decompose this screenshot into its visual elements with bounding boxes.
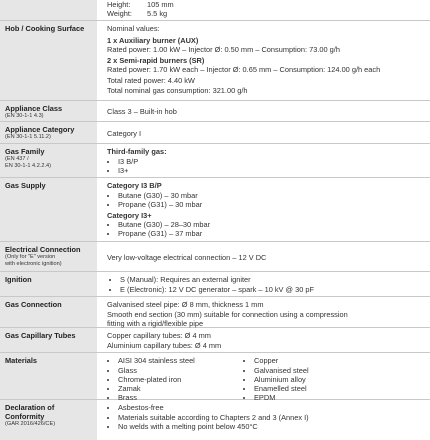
label-cell bbox=[0, 272, 97, 296]
gas-family-title: Third-family gas: bbox=[107, 147, 167, 157]
row-title: Appliance Class bbox=[5, 104, 63, 114]
label-cell bbox=[0, 21, 97, 100]
text-line: Copper capillary tubes: Ø 4 mm bbox=[107, 331, 211, 341]
list-item: • Materials suitable according to Chapters 2 and 3 (Annex I) bbox=[118, 413, 424, 422]
list-item: • Butane (G30) – 30 mbar bbox=[118, 191, 424, 200]
conformity-list bbox=[107, 403, 424, 431]
label-cell bbox=[0, 0, 97, 20]
row-title: Gas Supply bbox=[5, 181, 46, 191]
row-gas-supply bbox=[0, 178, 430, 242]
list-item: • I3+ bbox=[118, 166, 424, 175]
list-item: • S (Manual): Requires an external igniter bbox=[120, 275, 424, 284]
gas-family-list bbox=[107, 157, 424, 175]
sr-burner-specs: Rated power: 1.70 kW each – Injector Ø: 0.65 mm – Consumption: 124.00 g/h each bbox=[107, 65, 381, 75]
list-item: • Galvanised steel bbox=[254, 366, 379, 375]
appliance-category-value: Category I bbox=[107, 128, 142, 138]
row-subtitle: (EN 30-1-1 4.3) bbox=[5, 113, 44, 120]
list-item: • Enamelled steel bbox=[254, 384, 379, 393]
label-cell bbox=[0, 297, 97, 327]
value-cell bbox=[97, 178, 430, 241]
row-title: Declaration of Conformity bbox=[5, 403, 55, 422]
list-item: • EPDM bbox=[254, 393, 379, 402]
ignition-list bbox=[107, 275, 424, 293]
aux-burner-specs: Rated power: 1.00 kW – Injector Ø: 0.50 mm – Consumption: 73.00 g/h bbox=[107, 44, 340, 54]
label-cell bbox=[0, 178, 97, 241]
dimension-key: Weight: bbox=[107, 9, 132, 19]
value-cell bbox=[97, 21, 430, 100]
row-title: Hob / Cooking Surface bbox=[5, 24, 85, 34]
label-cell bbox=[0, 101, 97, 121]
row-title: Materials bbox=[5, 356, 38, 366]
list-item: • Chrome-plated iron bbox=[118, 375, 243, 384]
materials-list-right bbox=[243, 356, 379, 403]
aux-burner-title: 1 x Auxiliary burner (AUX) bbox=[107, 35, 199, 45]
row-title: Appliance Category bbox=[5, 125, 75, 135]
row-title: Ignition bbox=[5, 275, 32, 285]
text-line: Smooth end section (30 mm) suitable for connection using a compression bbox=[107, 309, 348, 319]
list-item: • Copper bbox=[254, 356, 379, 365]
row-appliance-category bbox=[0, 122, 430, 144]
value-cell bbox=[97, 122, 430, 143]
value-cell bbox=[97, 353, 430, 403]
sr-burner-title: 2 x Semi-rapid burners (SR) bbox=[107, 56, 205, 66]
list-item: • AISI 304 stainless steel bbox=[118, 356, 243, 365]
row-electrical-connection bbox=[0, 242, 430, 272]
value-cell bbox=[97, 328, 430, 352]
text-line: fitting with a rigid/flexible pipe bbox=[107, 318, 204, 328]
category-list bbox=[107, 220, 424, 238]
row-declaration bbox=[0, 400, 430, 440]
category-title: Category I3+ bbox=[107, 211, 152, 221]
list-item: • Zamak bbox=[118, 384, 243, 393]
label-cell bbox=[0, 144, 97, 177]
label-cell bbox=[0, 353, 97, 399]
row-subtitle: with electronic ignition) bbox=[5, 261, 62, 268]
category-title: Category I3 B/P bbox=[107, 181, 162, 191]
list-item: • I3 B/P bbox=[118, 157, 424, 166]
list-item: • Butane (G30) – 28–30 mbar bbox=[118, 220, 424, 229]
list-item: • No welds with a melting point below 450°C bbox=[118, 422, 424, 431]
text-line: Galvanised steel pipe: Ø 8 mm, thickness 1 mm bbox=[107, 300, 264, 310]
row-capillary-tubes bbox=[0, 328, 430, 353]
category-list bbox=[107, 191, 424, 209]
list-item: • Propane (G31) – 37 mbar bbox=[118, 229, 424, 238]
row-appliance-class bbox=[0, 101, 430, 122]
value-cell bbox=[97, 400, 430, 440]
value-cell bbox=[97, 272, 430, 296]
label-cell bbox=[0, 400, 97, 440]
row-subtitle: (Only for "E" version bbox=[5, 254, 56, 261]
dimension-weight bbox=[107, 9, 424, 18]
label-cell bbox=[0, 242, 97, 271]
row-gas-family bbox=[0, 144, 430, 178]
row-subtitle: EN 30-1-1 4.2.2.4) bbox=[5, 163, 52, 170]
list-item: • Brass bbox=[118, 393, 243, 402]
dimension-height bbox=[107, 0, 424, 9]
appliance-class-value: Class 3 – Built-in hob bbox=[107, 107, 177, 117]
value-cell bbox=[97, 297, 430, 327]
value-cell bbox=[97, 144, 430, 177]
materials-list-left bbox=[107, 356, 243, 403]
dimension-key: Height: bbox=[107, 0, 131, 9]
row-title: Gas Connection bbox=[5, 300, 62, 310]
row-subtitle: (EN 30-1-1 5.11.2) bbox=[5, 134, 51, 141]
list-item: • Aluminium alloy bbox=[254, 375, 379, 384]
row-title: Gas Family bbox=[5, 147, 45, 157]
row-gas-connection bbox=[0, 297, 430, 328]
list-item: • Propane (G31) – 30 mbar bbox=[118, 200, 424, 209]
text-line: Aluminium capillary tubes: Ø 4 mm bbox=[107, 340, 222, 350]
row-materials bbox=[0, 353, 430, 403]
electrical-value: Very low-voltage electrical connection – 12 V DC bbox=[107, 252, 267, 262]
list-item: • E (Electronic): 12 V DC generator – spark – 10 kV @ 30 pF bbox=[120, 285, 424, 294]
list-item: • Asbestos-free bbox=[118, 403, 424, 412]
label-cell bbox=[0, 328, 97, 352]
row-title: Gas Capillary Tubes bbox=[5, 331, 76, 341]
value-cell bbox=[97, 242, 430, 271]
list-item: • Glass bbox=[118, 366, 243, 375]
row-hob bbox=[0, 21, 430, 101]
total-gas: Total nominal gas consumption: 321.00 g/h bbox=[107, 85, 248, 95]
row-subtitle: (EN 437 / bbox=[5, 156, 29, 163]
row-title: Electrical Connection bbox=[5, 245, 81, 255]
nominal-title: Nominal values: bbox=[107, 24, 160, 34]
row-ignition bbox=[0, 272, 430, 297]
value-cell bbox=[97, 101, 430, 121]
value-cell bbox=[97, 0, 430, 20]
dimension-value: 5.5 kg bbox=[147, 9, 168, 19]
dimension-value: 105 mm bbox=[147, 0, 174, 9]
label-cell bbox=[0, 122, 97, 143]
row-dimensions bbox=[0, 0, 430, 21]
row-subtitle: (GAR 2016/426/CE) bbox=[5, 421, 56, 428]
total-power: Total rated power: 4.40 kW bbox=[107, 76, 195, 86]
